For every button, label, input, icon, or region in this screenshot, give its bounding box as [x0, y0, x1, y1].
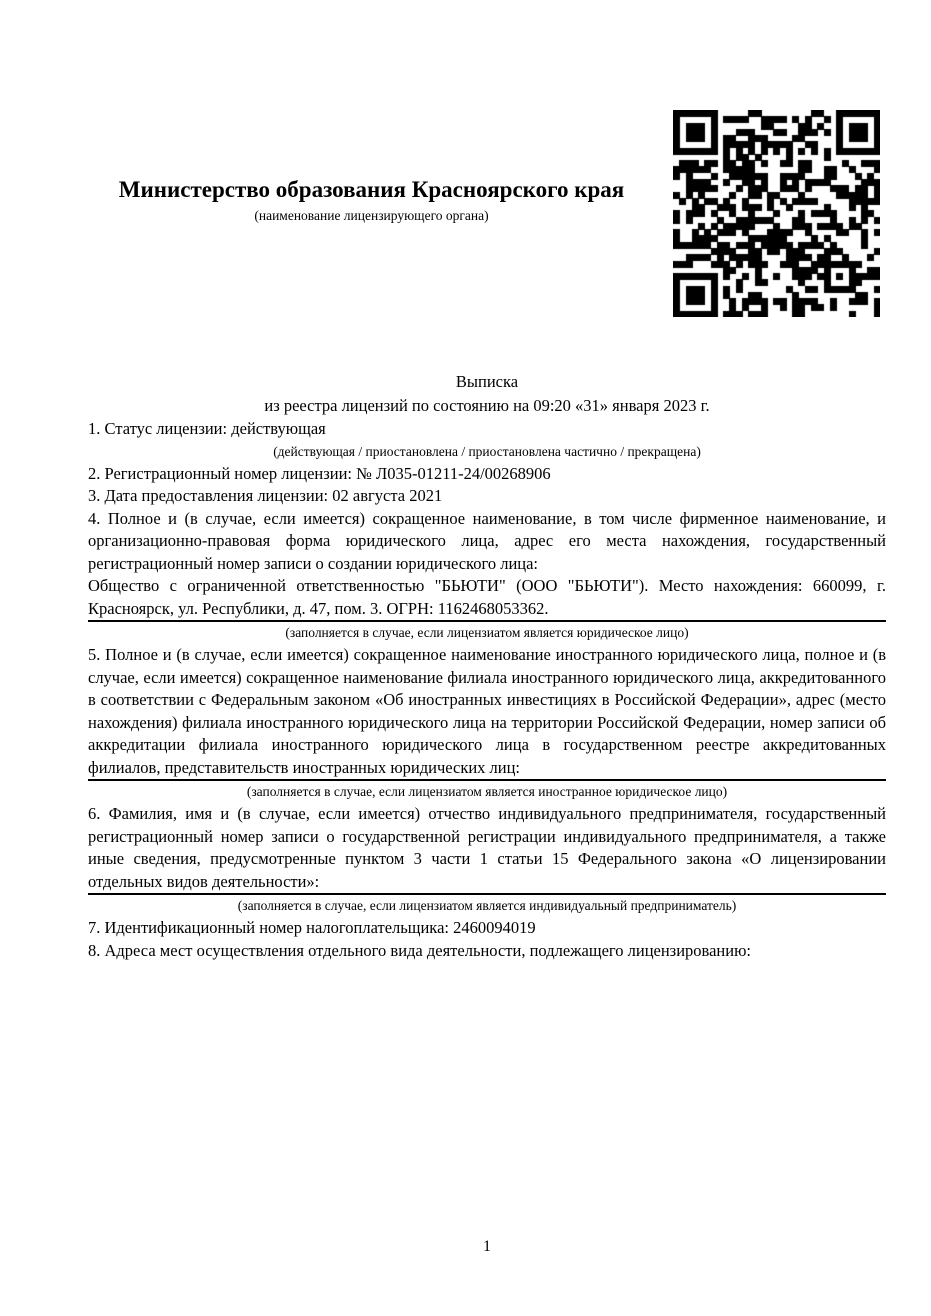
issuing-authority-caption: (наименование лицензирующего органа)	[254, 208, 489, 223]
issuing-authority-block	[88, 176, 655, 224]
item-8-activity-addresses: 8. Адреса мест осуществления отдельного вида деятельности, подлежащего лицензированию:	[88, 940, 751, 960]
item-5-foreign-entity-heading: 5. Полное и (в случае, если имеется) сокращенное наименование иностранного юридического лица, полное и (в случае, если имеется) сокращенное наименование филиала иностранного юридического лица, аккредитованного в соответствии с Федеральным законом «Об иностранных инвестициях в Российской Федерации», адрес (место нахождения) филиала иностранного юридического лица на территории Российской Федерации, номер записи об аккредитации филиала иностранного юридического лица в государственном реестре аккредитованных филиалов, представительств иностранных юридических лиц:	[88, 645, 886, 777]
issuing-authority-title: Министерство образования Красноярского края	[118, 177, 625, 202]
item-6-fill-note: (заполняется в случае, если лицензиатом является индивидуальный предприниматель)	[237, 898, 737, 913]
item-7-taxpayer-id: 7. Идентификационный номер налогоплательщика: 2460094019	[88, 918, 536, 937]
qr-code	[673, 110, 880, 317]
item-4-fill-note: (заполняется в случае, если лицензиатом является юридическое лицо)	[285, 625, 689, 640]
item-2-registration-number: 2. Регистрационный номер лицензии: № Л035-01211-24/00268906	[88, 463, 551, 483]
document-title-block	[88, 370, 886, 418]
document-title: Выписка	[455, 372, 519, 391]
page-number: 1	[483, 1238, 491, 1255]
item-4-legal-entity-heading: 4. Полное и (в случае, если имеется) сокращенное наименование, в том числе фирменное наименование, и организационно-правовая форма юридического лица, адрес его места нахождения, государственный регистрационный номер записи о создании юридического лица:	[88, 508, 886, 573]
document-body	[88, 370, 886, 962]
item-4-legal-entity-value: Общество с ограниченной ответственностью "БЬЮТИ" (ООО "БЬЮТИ"). Место нахождения: 660099, г. Красноярск, ул. Республики, д. 47, пом. 3. ОГРН: 1162468053362.	[88, 576, 886, 618]
item-3-grant-date: 3. Дата предоставления лицензии: 02 августа 2021	[88, 486, 443, 505]
item-1-license-status: 1. Статус лицензии: действующая	[88, 419, 326, 438]
item-6-individual-entrepreneur-heading: 6. Фамилия, имя и (в случае, если имеется) отчество индивидуального предпринимателя, государственный регистрационный номер записи о государственной регистрации индивидуального предпринимателя, а также иные сведения, предусмотренные пунктом 3 части 1 статьи 15 Федерального закона «О лицензировании отдельных видов деятельности»:	[88, 804, 886, 891]
item-1-fill-note: (действующая / приостановлена / приостановлена частично / прекращена)	[273, 443, 701, 459]
item-5-fill-note: (заполняется в случае, если лицензиатом является иностранное юридическое лицо)	[246, 784, 728, 799]
document-subtitle: из реестра лицензий по состоянию на 09:20 «31» января 2023 г.	[264, 396, 710, 415]
